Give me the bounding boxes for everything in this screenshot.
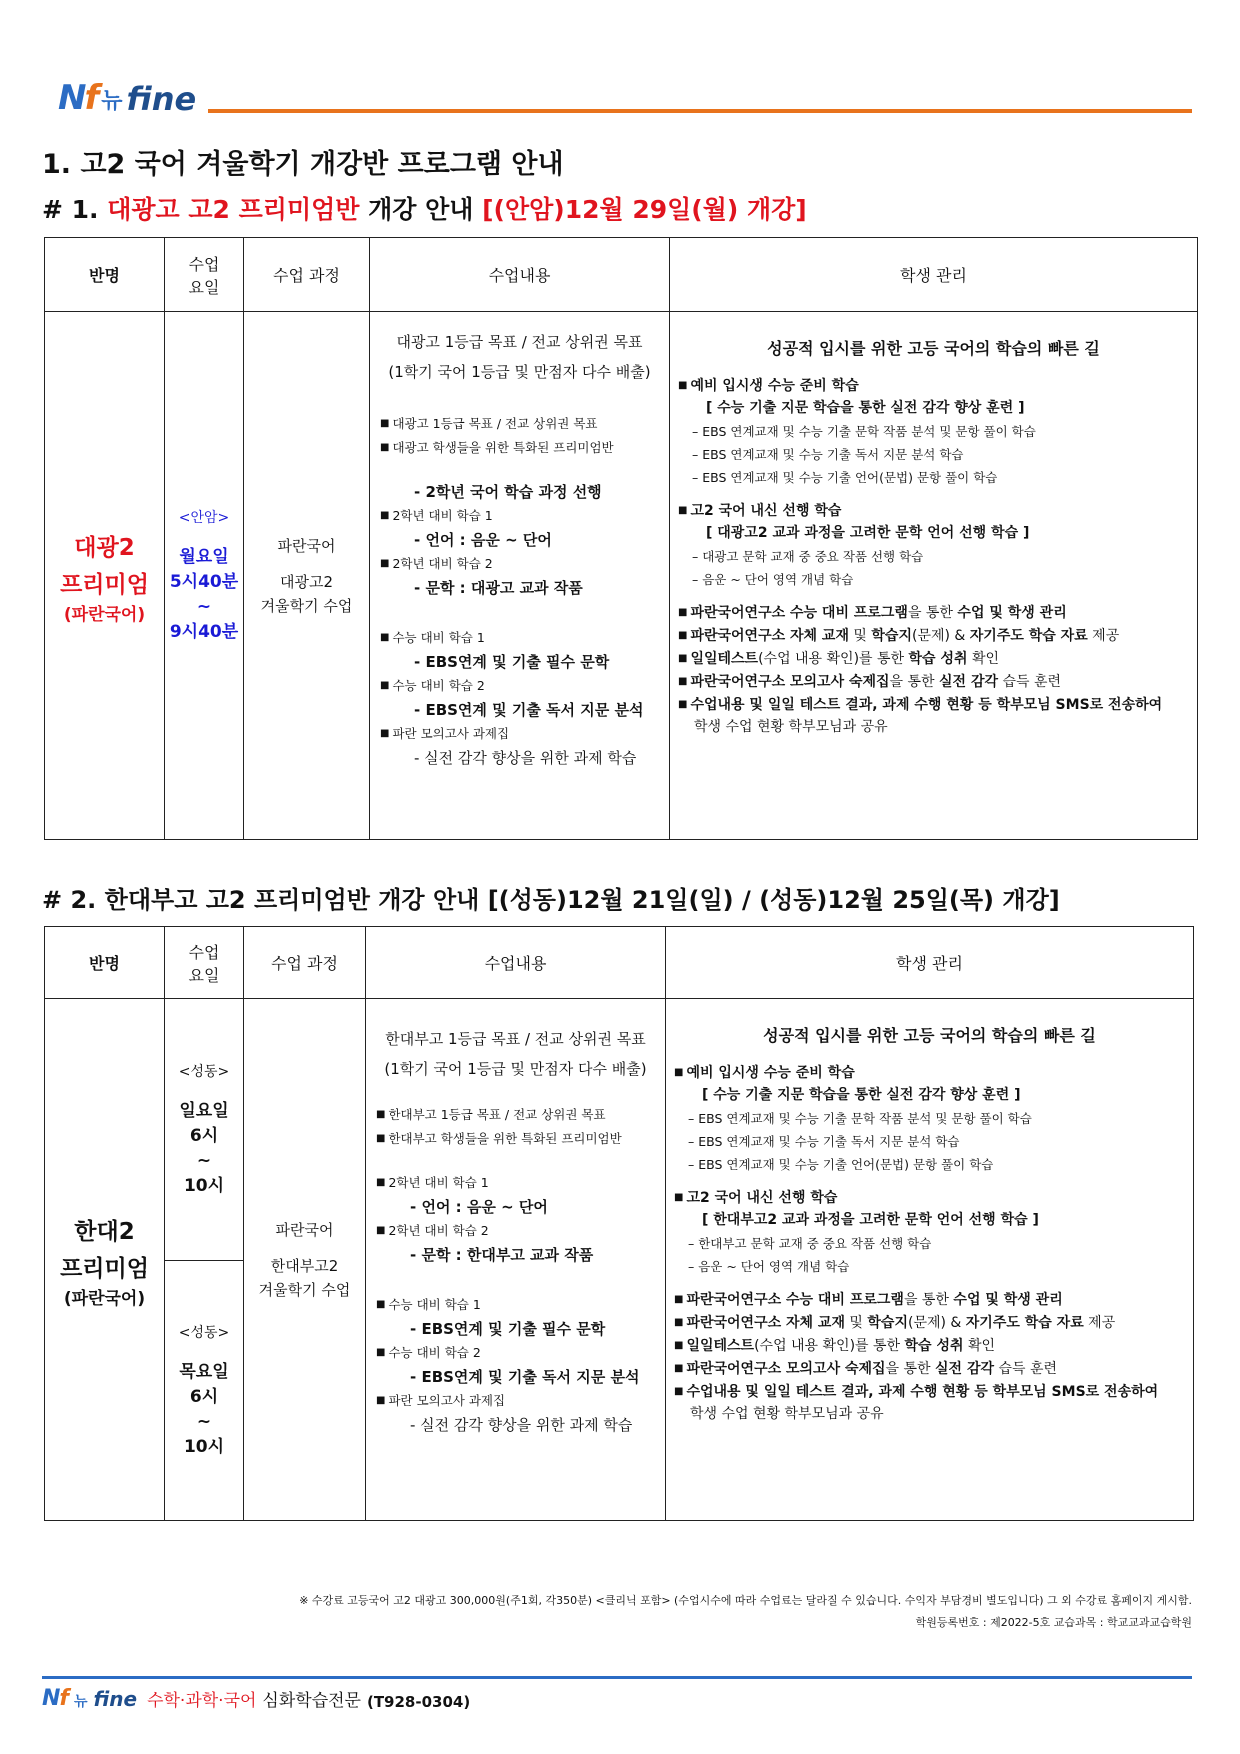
logo-english: fine [126,80,197,118]
class-content: 대광고 1등급 목표 / 전교 상위권 목표 (1학기 국어 1등급 및 만점자 다수 배출) ■ 대광고 1등급 목표 / 전교 상위권 목표 ■ 대광고 학생들을 위한 특화된 프리미엄반 - 2학년 국어 학습 과정 선행 ■ 2학년 대비 학습 1 - 언어 : 음운 ~ 단어 ■ 2학년 대비 학습 2 - 문학 : 대광고 교과 작품 ■ 수능 대비 학습 1 - EBS연계 및 기출 필수 문학 ■ 수능 대비 학습 2 - EBS연계 및 기출 독서 지문 분석 ■ 파란 모의고사 과제집 - 실전 감각 향상을 위한 과제 학습 [370,312,670,840]
header-day: 수업 요일 [165,927,244,999]
class-management: 성공적 입시를 위한 고등 국어의 학습의 빠른 길 ■ 예비 입시생 수능 준비 학습 [ 수능 기출 지문 학습을 통한 실전 감각 향상 훈련 ] – EBS 연계교재 및 수능 기출 문학 작품 분석 및 문항 풀이 학습 – EBS 연계교재 및 수능 기출 독서 지문 분석 학습 – EBS 연계교재 및 수능 기출 언어(문법) 문항 풀이 학습 ■ 고2 국어 내신 선행 학습 [ 한대부고2 교과 과정을 고려한 문학 언어 선행 학습 ] – 한대부고 문학 교재 중 중요 작품 선행 학습 – 음운 ~ 단어 영역 개념 학습 ■ 파란국어연구소 수능 대비 프로그램을 통한 수업 및 학생 관리 ■ 파란국어연구소 자체 교재 및 학습지(문제) & 자기주도 학습 자료 제공 ■ 일일테스트(수업 내용 확인)를 통한 학습 성취 확인 ■ 파란국어연구소 모의고사 숙제집을 통한 실전 감각 습득 훈련 ■ 수업내용 및 일일 테스트 결과, 과제 수행 현황 등 학부모님 SMS로 전송하여 학생 수업 현황 학부모님과 공유 [666,999,1194,1521]
footer-logo-english: fine [93,1687,138,1711]
section1-title: # 1. 대광고 고2 프리미엄반 개강 안내 [(안암)12월 29일(월) 개강] [42,195,807,224]
header-content: 수업내용 [370,238,670,312]
brand-logo [58,78,196,118]
footer-subjects: 수학·과학·국어 [147,1691,257,1711]
tuition-notice: ※ 수강료 고등국어 고2 대광고 300,000원(주1회, 각350분) <클리닉 포함> (수업시수에 따라 수업료는 달라질 수 있습니다. 수익자 부담경비 별도입니다) 그 외 수강료 홈페이지 게시함. 학원등록번호 : 제2022-5호 교습과목 : 학교교과교습학원 [299,1594,1192,1629]
section2-title: # 2. 한대부고 고2 프리미엄반 개강 안내 [(성동)12월 21일(일) / (성동)12월 25일(목) 개강] [42,886,1060,914]
header-class: 반명 [45,238,165,312]
schedule-table-1 [44,237,1198,840]
class-day-slot1: <성동> 일요일 6시 ~ 10시 [165,999,244,1261]
header-content: 수업내용 [366,927,666,999]
page-footer [42,1676,1192,1726]
footer-logo-korean: 뉴 [74,1694,88,1710]
header-course: 수업 과정 [244,927,366,999]
class-name: 대광2 프리미엄 (파란국어) [45,312,165,840]
header-course: 수업 과정 [244,238,370,312]
logo-korean: 뉴 [101,89,123,114]
class-name: 한대2 프리미엄 (파란국어) [45,999,165,1521]
class-management: 성공적 입시를 위한 고등 국어의 학습의 빠른 길 ■ 예비 입시생 수능 준비 학습 [ 수능 기출 지문 학습을 통한 실전 감각 향상 훈련 ] – EBS 연계교재 및 수능 기출 문학 작품 분석 및 문항 풀이 학습 – EBS 연계교재 및 수능 기출 독서 지문 분석 학습 – EBS 연계교재 및 수능 기출 언어(문법) 문항 풀이 학습 ■ 고2 국어 내신 선행 학습 [ 대광고2 교과 과정을 고려한 문학 언어 선행 학습 ] – 대광고 문학 교재 중 중요 작품 선행 학습 – 음운 ~ 단어 영역 개념 학습 ■ 파란국어연구소 수능 대비 프로그램을 통한 수업 및 학생 관리 ■ 파란국어연구소 자체 교재 및 학습지(문제) & 자기주도 학습 자료 제공 ■ 일일테스트(수업 내용 확인)를 통한 학습 성취 확인 ■ 파란국어연구소 모의고사 숙제집을 통한 실전 감각 습득 훈련 ■ 수업내용 및 일일 테스트 결과, 과제 수행 현황 등 학부모님 SMS로 전송하여 학생 수업 현황 학부모님과 공유 [670,312,1198,840]
page-title: 1. 고2 국어 겨울학기 개강반 프로그램 안내 [42,149,564,180]
table-header-row [45,927,1194,999]
schedule-table-2 [44,926,1194,1521]
class-day-slot2: <성동> 목요일 6시 ~ 10시 [165,1261,244,1521]
header-mgmt: 학생 관리 [670,238,1198,312]
footer-phone: (T928-0304) [366,1693,471,1711]
header-mgmt: 학생 관리 [666,927,1194,999]
table-header-row [45,238,1198,312]
header-class: 반명 [45,927,165,999]
footer-tagline: 심화학습전문 [262,1691,361,1711]
header-day: 수업 요일 [165,238,244,312]
table-row [45,312,1198,840]
class-day: <안암> 월요일 5시40분 ~ 9시40분 [165,312,244,840]
class-content: 한대부고 1등급 목표 / 전교 상위권 목표 (1학기 국어 1등급 및 만점자 다수 배출) ■ 한대부고 1등급 목표 / 전교 상위권 목표 ■ 한대부고 학생들을 위한 특화된 프리미엄반 ■ 2학년 대비 학습 1 - 언어 : 음운 ~ 단어 ■ 2학년 대비 학습 2 - 문학 : 한대부고 교과 작품 ■ 수능 대비 학습 1 - EBS연계 및 기출 필수 문학 ■ 수능 대비 학습 2 - EBS연계 및 기출 독서 지문 분석 ■ 파란 모의고사 과제집 - 실전 감각 향상을 위한 과제 학습 [366,999,666,1521]
table-row [45,999,1194,1261]
class-course: 파란국어 대광고2 겨울학기 수업 [244,312,370,840]
footer-rule [42,1676,1192,1679]
header-rule [208,109,1192,113]
footer-logo-mark: Nf [42,1686,68,1711]
page-header [58,78,1192,118]
class-course: 파란국어 한대부고2 겨울학기 수업 [244,999,366,1521]
logo-mark: Nf [58,78,98,118]
